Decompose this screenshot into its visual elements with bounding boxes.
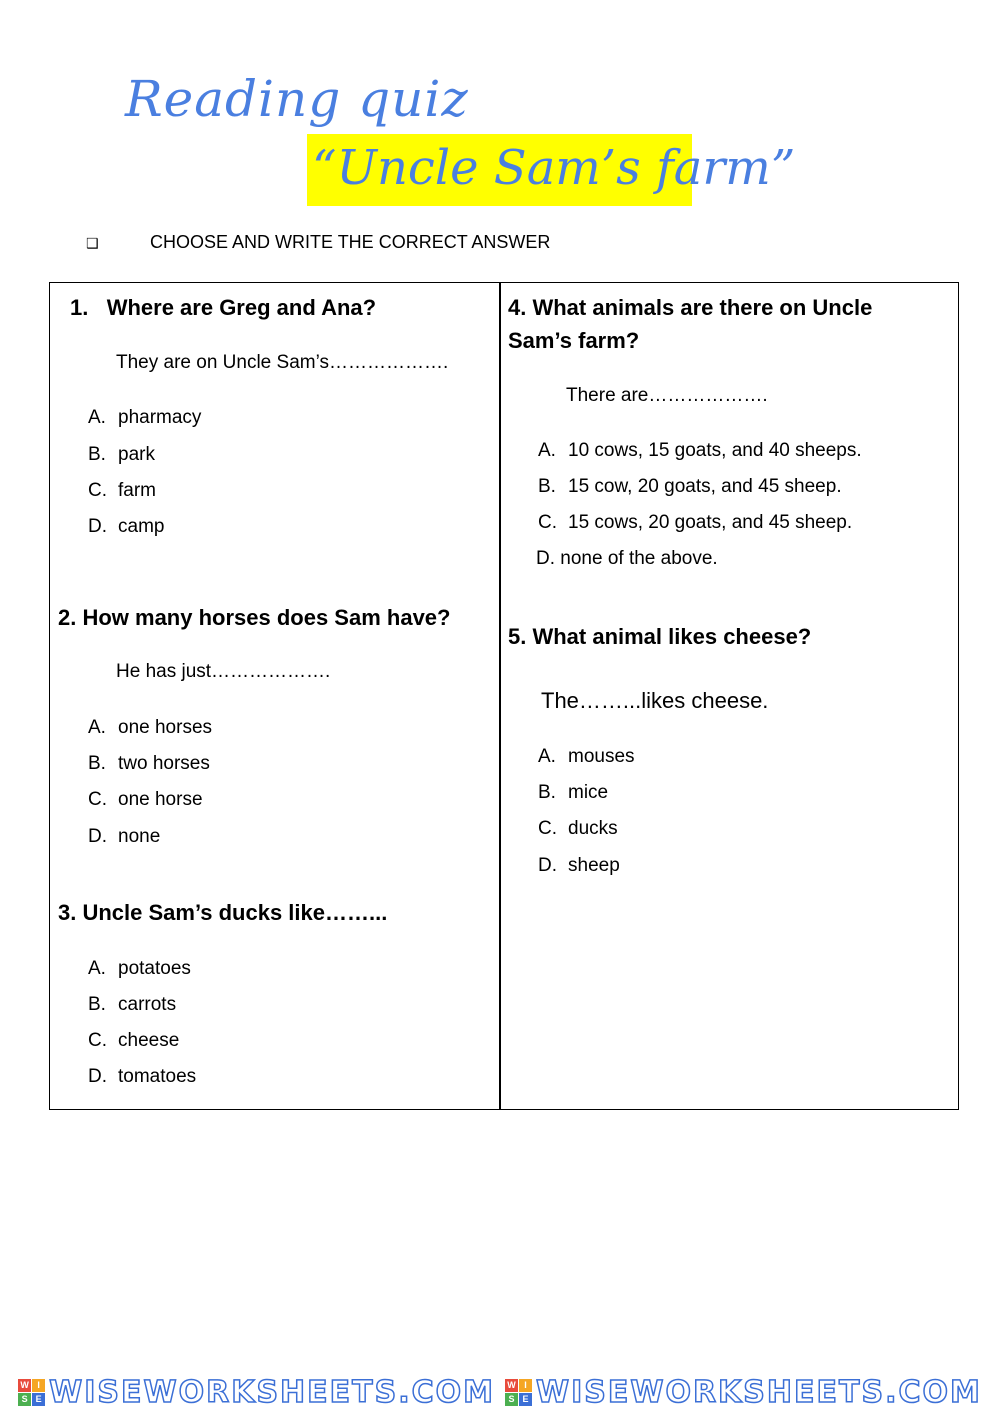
question-5-option-a[interactable] [538,746,635,768]
instruction-text: CHOOSE AND WRITE THE CORRECT ANSWER [150,232,551,252]
question-2: 2. How many horses does Sam have? [58,605,451,630]
logo-letter: W [18,1379,31,1392]
option-letter: C. [88,789,107,810]
option-letter: D. [88,516,107,537]
question-3-option-a[interactable] [88,958,191,980]
option-letter: B. [538,782,556,803]
logo-letter: E [519,1393,532,1406]
question-2-stem: He has just………………. [116,661,331,682]
option-text: mouses [568,746,635,767]
option-text: potatoes [118,958,191,979]
worksheet-subtitle: “Uncle Sam’s farm” [312,140,796,196]
option-letter: A. [88,407,106,428]
logo-letter: S [18,1393,31,1406]
watermark-logo-1 [18,1375,495,1410]
option-text: carrots [118,994,177,1015]
question-3: 3. Uncle Sam’s ducks like……... [58,900,388,925]
question-2-option-c[interactable] [88,789,203,811]
option-letter: B. [88,753,106,774]
question-5-stem: The……...likes cheese. [541,688,769,713]
option-text: park [118,444,155,465]
option-text: 10 cows, 15 goats, and 40 sheeps. [568,440,862,461]
question-1-option-c[interactable] [88,480,156,502]
logo-letter: I [519,1379,532,1392]
watermark-wordmark: WISEWORKSHEETS.COM [49,1374,495,1410]
footer-watermark [0,1370,1000,1414]
question-1-option-a[interactable] [88,407,201,429]
logo-letter: I [32,1379,45,1392]
option-letter: A. [88,717,106,738]
logo-icon [18,1379,45,1406]
question-5-option-b[interactable] [538,782,608,804]
option-letter: C. [88,480,107,501]
option-text: one horses [118,717,213,738]
option-text: farm [118,480,156,501]
watermark-wordmark: WISEWORKSHEETS.COM [536,1374,982,1410]
option-text: 15 cow, 20 goats, and 45 sheep. [568,476,842,497]
logo-letter: W [505,1379,518,1392]
option-text: cheese [118,1030,180,1051]
question-4-line-1: 4. What animals are there on Uncle [508,295,873,320]
logo-letter: E [32,1393,45,1406]
option-text: tomatoes [118,1066,197,1087]
question-5-option-c[interactable] [538,818,618,840]
question-2-option-d[interactable] [88,826,160,848]
option-letter: A. [88,958,106,979]
option-letter: A. [538,746,556,767]
question-4-stem: There are………………. [566,385,768,406]
logo-letter: S [505,1393,518,1406]
question-4-option-b[interactable] [538,476,842,498]
option-letter: C. [88,1030,107,1051]
option-text: D. none of the above. [536,548,718,569]
option-letter: C. [538,512,557,533]
option-text: ducks [568,818,618,839]
column-divider [499,283,501,1109]
option-letter: B. [88,994,106,1015]
question-3-option-d[interactable] [88,1066,196,1088]
option-letter: B. [88,444,106,465]
option-text: mice [568,782,609,803]
question-4 [508,291,872,357]
question-4-option-a[interactable] [538,440,862,462]
question-2-option-a[interactable] [88,717,212,739]
question-4-option-c[interactable] [538,512,852,534]
question-3-option-b[interactable] [88,994,176,1016]
question-5: 5. What animal likes cheese? [508,624,812,649]
option-text: camp [118,516,165,537]
question-2-option-b[interactable] [88,753,210,775]
option-letter: D. [88,826,107,847]
option-letter: A. [538,440,556,461]
question-1-stem: They are on Uncle Sam’s………………. [116,352,449,373]
option-text: pharmacy [118,407,202,428]
worksheet-title: Reading quiz [125,70,469,128]
option-text: one horse [118,789,203,810]
question-5-option-d[interactable] [538,855,620,877]
quiz-table [49,282,959,1110]
question-3-option-c[interactable] [88,1030,179,1052]
question-1 [70,291,376,324]
option-text: 15 cows, 20 goats, and 45 sheep. [568,512,853,533]
logo-icon [505,1379,532,1406]
question-1-text: Where are Greg and Ana? [106,295,377,320]
option-letter: D. [538,855,557,876]
option-letter: D. [88,1066,107,1087]
option-text: two horses [118,753,210,774]
question-1-option-b[interactable] [88,444,155,466]
question-1-option-d[interactable] [88,516,164,538]
instruction [86,232,551,253]
option-letter: B. [538,476,556,497]
option-text: sheep [568,855,620,876]
option-text: none [118,826,161,847]
question-4-option-d[interactable] [536,548,718,570]
question-1-number: 1. [70,295,89,320]
checkbox-icon: ❑ [86,235,99,251]
watermark-logo-2 [505,1375,982,1410]
option-letter: C. [538,818,557,839]
question-4-line-2: Sam’s farm? [508,328,640,353]
